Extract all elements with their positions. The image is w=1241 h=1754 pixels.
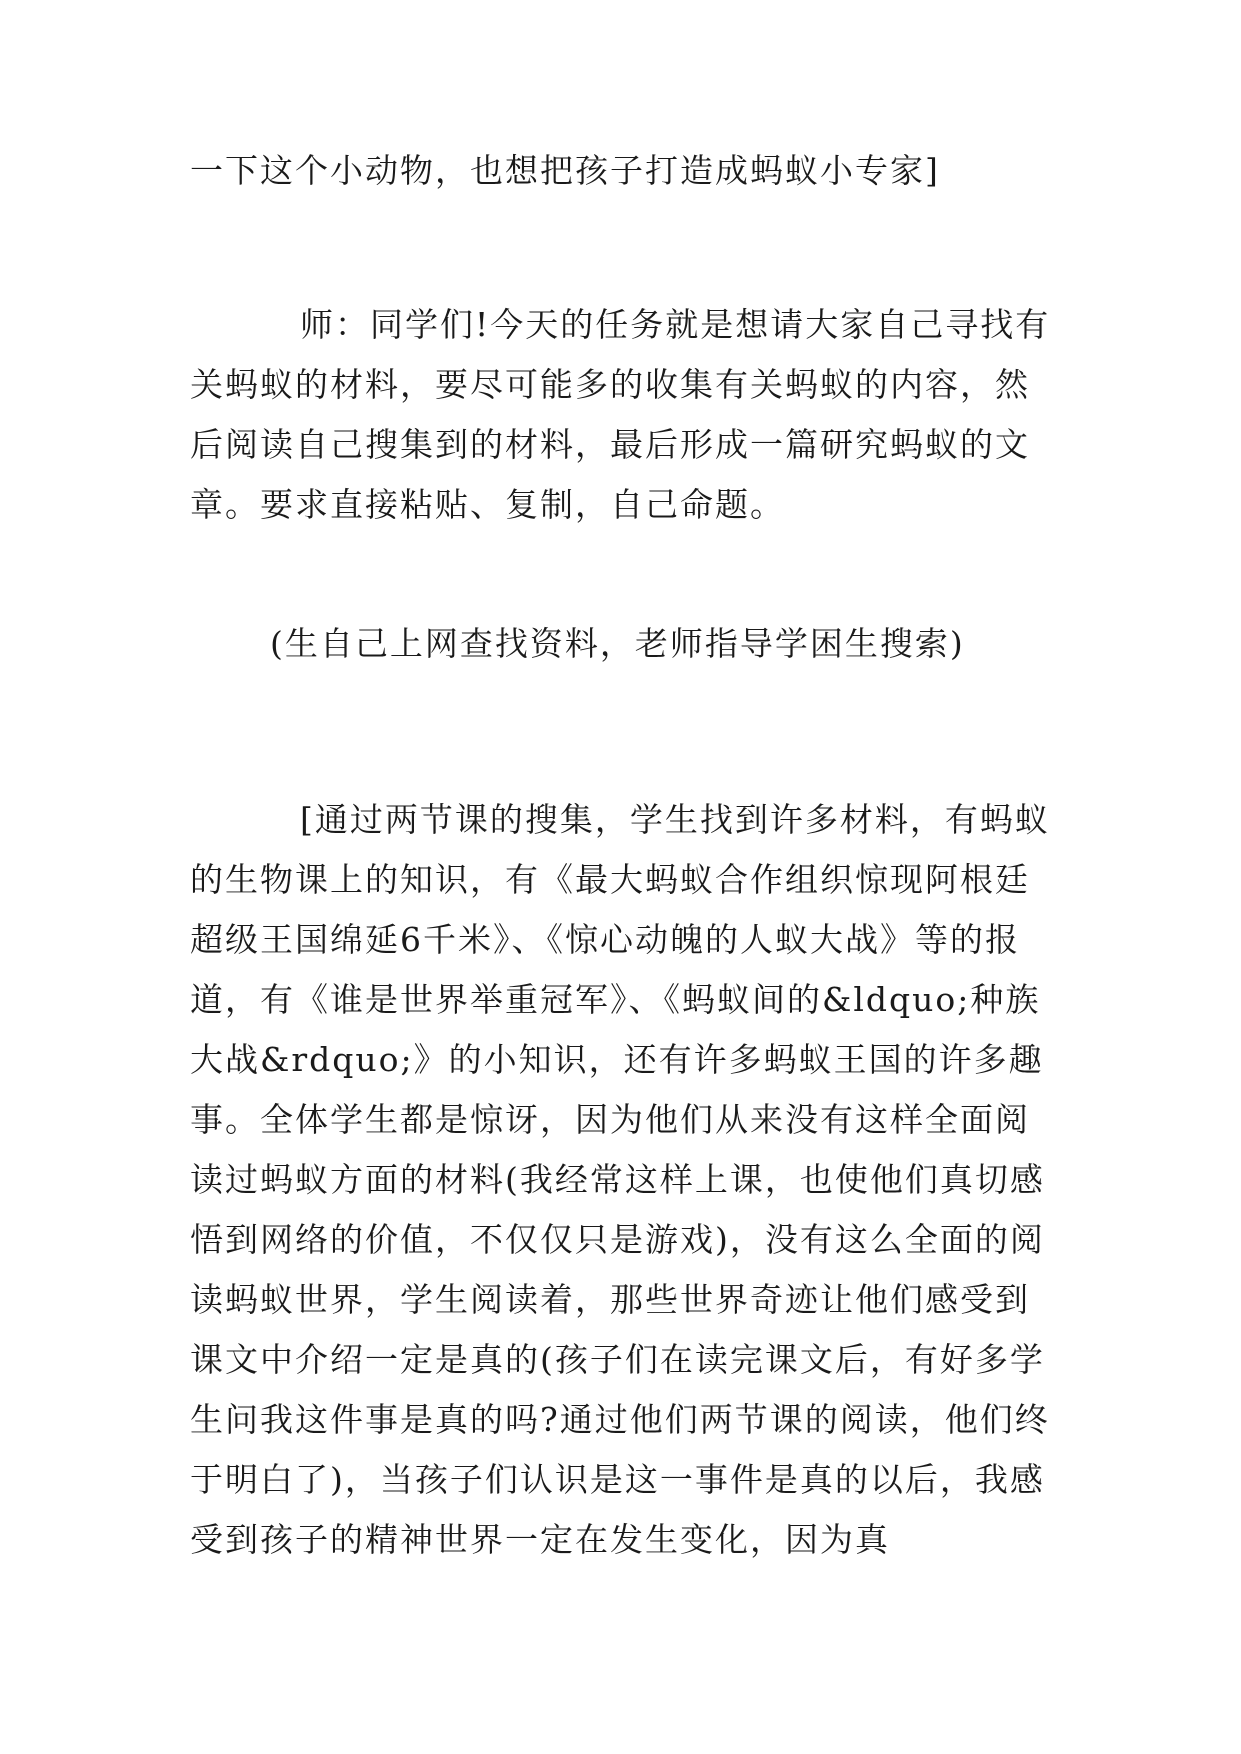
paragraph-student-activity-note: (生自己上网查找资料，老师指导学困生搜索) xyxy=(270,624,965,663)
paragraph-reflection: [通过两节课的搜集，学生找到许多材料，有蚂蚁的生物课上的知识，有《最大蚂蚁合作组织惊现阿根廷超级王国绵延6千米》、《惊心动魄的人蚁大战》等的报道，有《谁是世界举重冠军》、《蚂蚁间的&ldquo;种族大战&rdquo;》的小知识，还有许多蚂蚁王国的许多趣事。全体学生都是惊讶，因为他们从来没有这样全面阅读过蚂蚁方面的材料(我经常这样上课，也使他们真切感悟到网络的价值，不仅仅只是游戏)，没有这么全面的阅读蚂蚁世界，学生阅读着，那些世界奇迹让他们感受到课文中介绍一定是真的(孩子们在读完课文后，有好多学生问我这件事是真的吗?通过他们两节课的阅读，他们终于明白了)，当孩子们认识是这一事件是真的以后，我感受到孩子的精神世界一定在发生变化，因为真 xyxy=(190,800,1050,1559)
paragraph-teacher-task: 师：同学们!今天的任务就是想请大家自己寻找有关蚂蚁的材料，要尽可能多的收集有关蚂蚁的内容，然后阅读自己搜集到的材料，最后形成一篇研究蚂蚁的文章。要求直接粘贴、复制，自己命题。 xyxy=(190,305,1051,524)
paragraph-continuation: 一下这个小动物，也想把孩子打造成蚂蚁小专家] xyxy=(190,151,940,190)
